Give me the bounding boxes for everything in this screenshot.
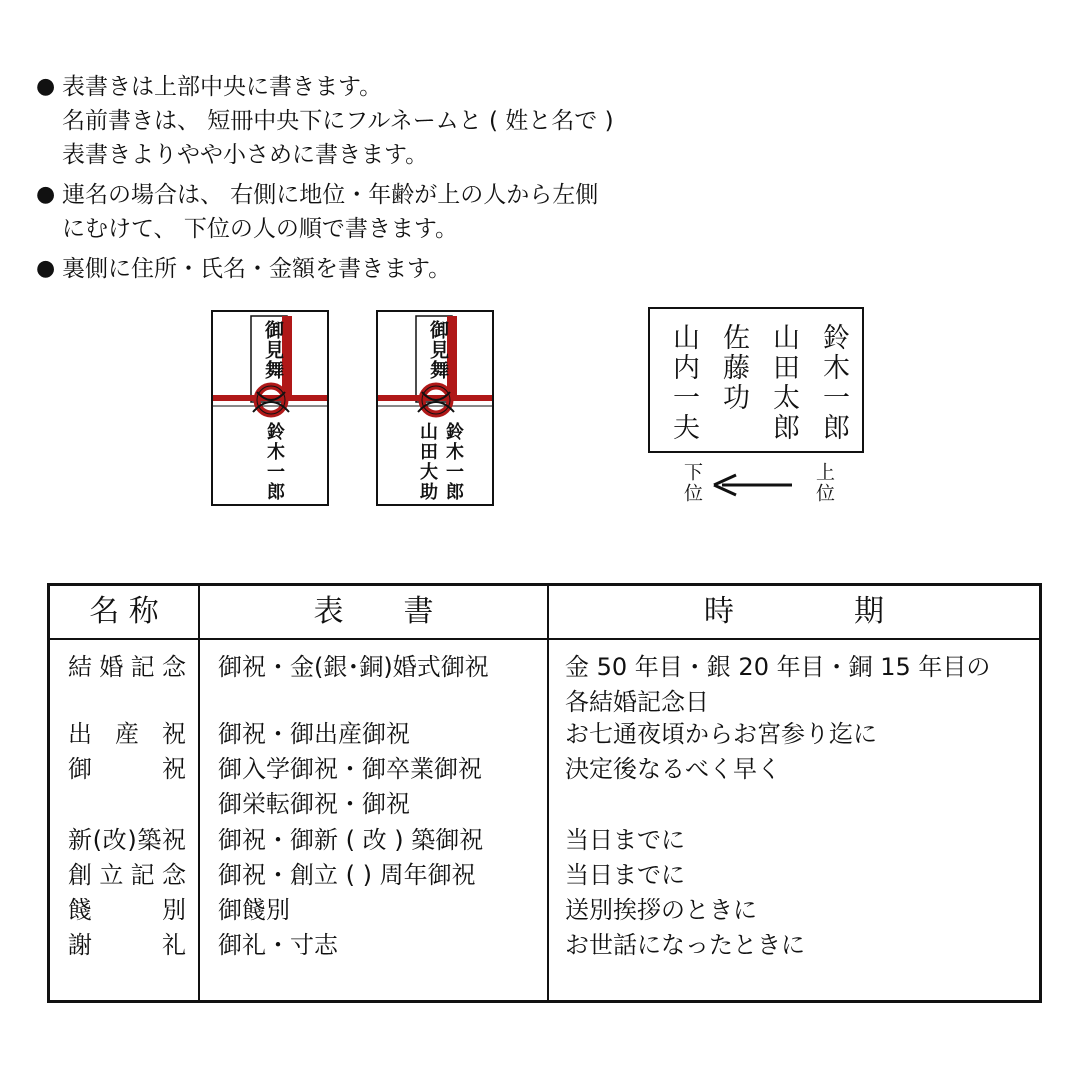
joint-names-box — [648, 307, 864, 453]
joint-name-3: 佐藤功 — [718, 323, 749, 413]
bullet-icon: ● — [36, 182, 56, 207]
note-line: にむけて、 下位の人の順で書きます。 — [62, 216, 459, 242]
row-omote: 御餞別 — [218, 896, 290, 924]
note-line: 表書きは上部中央に書きます。 — [62, 74, 383, 100]
envelope-name: 鈴木一郎 — [264, 422, 285, 502]
note-line: 裏側に住所・氏名・金額を書きます。 — [62, 256, 452, 282]
joint-name-1: 鈴木一郎 — [818, 323, 849, 443]
row-omote: 御入学御祝・御卒業御祝 — [218, 755, 482, 783]
row-name: 御祝 — [68, 755, 186, 783]
arrow-left-icon — [712, 472, 794, 498]
row-omote-2: 御栄転御祝・御祝 — [218, 790, 410, 818]
note-2 — [36, 178, 1036, 246]
note-line: 表書きよりやや小さめに書きます。 — [62, 142, 429, 168]
noshi-envelope-single — [211, 310, 329, 506]
row-name: 謝礼 — [68, 931, 186, 959]
row-omote: 御礼・寸志 — [218, 931, 338, 959]
row-name: 創立記念 — [68, 861, 186, 889]
header-divider — [50, 638, 1039, 640]
bullet-icon: ● — [36, 74, 56, 99]
row-jiki: お世話になったときに — [565, 931, 805, 959]
envelope-name-upper: 鈴木一郎 — [443, 422, 464, 502]
note-3 — [36, 252, 1036, 286]
row-name: 出産祝 — [68, 720, 186, 748]
row-jiki: 金 50 年目・銀 20 年目・銅 15 年目の — [565, 653, 991, 681]
row-name: 結婚記念 — [68, 653, 186, 681]
row-omote: 御祝・御出産御祝 — [218, 720, 410, 748]
column-divider — [198, 586, 200, 1000]
envelope-title: 御見舞 — [427, 320, 449, 380]
envelope-name-lower: 山田大助 — [417, 422, 438, 502]
joint-name-4: 山内一夫 — [668, 323, 699, 443]
occasion-table — [47, 583, 1042, 1003]
joint-name-2: 山田太郎 — [768, 323, 799, 443]
note-line: 連名の場合は、 右側に地位・年齢が上の人から左側 — [62, 182, 599, 208]
column-divider — [547, 586, 549, 1000]
note-1 — [36, 70, 1036, 172]
header-jiki: 時 期 — [704, 594, 884, 629]
row-omote: 御祝・御新 ( 改 ) 築御祝 — [218, 826, 484, 854]
header-name: 名 称 — [89, 594, 159, 629]
bullet-icon: ● — [36, 256, 56, 281]
upper-rank-label: 上位 — [813, 462, 835, 504]
row-jiki: お七通夜頃からお宮参り迄に — [565, 720, 877, 748]
row-jiki: 当日までに — [565, 826, 685, 854]
envelope-title: 御見舞 — [262, 320, 284, 380]
row-jiki: 送別挨拶のときに — [565, 896, 757, 924]
row-jiki-2: 各結婚記念日 — [565, 688, 709, 716]
row-name: 新(改)築祝 — [68, 826, 186, 854]
note-line: 名前書きは、 短冊中央下にフルネームと ( 姓と名で ) — [62, 108, 614, 134]
row-omote: 御祝・創立 ( ) 周年御祝 — [218, 861, 476, 889]
noshi-envelope-joint — [376, 310, 494, 506]
header-omote: 表 書 — [313, 594, 434, 629]
lower-rank-label: 下位 — [681, 462, 703, 504]
row-jiki: 当日までに — [565, 861, 685, 889]
instruction-notes — [36, 70, 1036, 292]
row-name: 餞別 — [68, 896, 186, 924]
row-omote: 御祝・金(銀･銅)婚式御祝 — [218, 653, 489, 681]
row-jiki: 決定後なるべく早く — [565, 755, 781, 783]
